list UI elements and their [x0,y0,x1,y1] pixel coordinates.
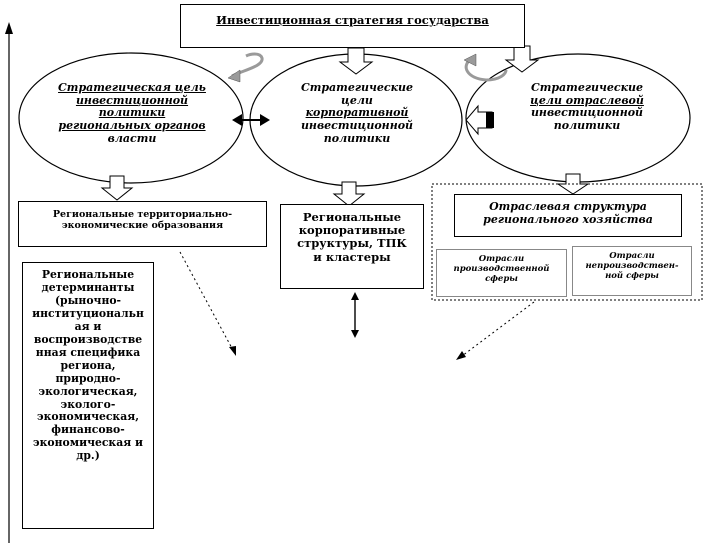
determinants-line-2: детерминанты [41,280,135,294]
vertical-arrowhead-up [351,292,359,300]
title-box [180,4,525,48]
territorial-dotted-arrowhead [229,346,236,356]
production-sphere-box [436,249,567,297]
feedback-arrowhead [5,22,13,34]
sectoral-goal-line-4: политики [553,118,621,132]
production-line-1: Отрасли [478,254,525,264]
sectoral-structure-line-1: Отраслевая структура [489,200,647,213]
corporate-goal-line-4: инвестиционной [300,118,414,132]
corporate-goal-line-3: корпоративной [305,106,409,120]
corporate-structures-line-3: структуры, ТПК [297,236,407,251]
production-line-2: производственной [453,263,550,274]
corporate-structures-line-4: и кластеры [313,249,391,264]
determinants-line-1: Региональные [41,268,135,281]
determinants-line-6: воспроизводстве [33,332,143,346]
title-text: Инвестиционная стратегия государства [216,13,489,27]
sectoral-structure-text [459,201,677,226]
determinants-line-3: (рыночно- [54,293,122,307]
vertical-arrowhead-down [351,330,359,338]
regional-goal-line-3: политики [98,106,166,120]
corporate-goal-line-2: цели [341,93,373,107]
territorial-text [23,210,262,232]
sectoral-goal-text [508,82,666,133]
sectoral-arrow-shadow [486,112,494,128]
nonproduction-line-1: Отрасли [609,251,655,261]
sectoral-goal-line-2: цели отраслевой [530,93,644,107]
determinants-text [25,269,151,463]
sectoral-dotted-arrow [462,302,534,356]
corporate-goal-line-1: Стратегические [300,81,414,94]
corporate-goal-text [286,82,428,145]
territorial-line-1: Региональные территориально- [52,209,233,220]
nonproduction-sphere-text [575,252,689,281]
corporate-goal-line-5: политики [323,131,391,145]
corporate-structures-text [285,211,419,264]
nonproduction-line-2: непроизводствен- [585,260,679,271]
sectoral-structure-box [454,194,682,237]
determinants-line-14: экономическая и [33,436,143,450]
regional-goal-text [50,82,214,145]
sectoral-goal-line-1: Стратегические [530,81,644,94]
corporate-structures-line-1: Региональные [302,210,402,224]
sectoral-structure-line-2: регионального хозяйства [483,212,653,226]
regional-goal-line-2: инвестиционной [75,93,189,107]
determinants-line-10: экологическая, [38,384,138,398]
territorial-box [18,201,267,247]
territorial-line-2: экономические образования [61,219,224,231]
sectoral-goal-line-3: инвестиционной [530,106,644,120]
regional-goal-line-1: Стратегическая цель [58,81,206,94]
determinants-line-12: экономическая, [37,410,139,424]
curved-arrowhead-left [228,70,240,82]
determinants-line-13: финансово- [51,423,125,437]
production-sphere-text [439,255,564,284]
nonproduction-line-3: ной сферы [605,270,659,281]
nonproduction-sphere-box [572,246,692,296]
determinants-line-9: природно- [55,371,121,385]
determinants-line-7: нная специфика [35,345,141,359]
sectoral-dotted-arrowhead [456,351,466,360]
determinants-line-5: ая и [74,319,102,333]
determinants-line-4: институциональн [32,306,144,320]
corporate-structures-box [280,204,424,289]
determinants-line-11: эколого- [60,397,116,411]
regional-goal-line-5: власти [107,131,157,145]
determinants-box [22,262,154,529]
corporate-structures-line-2: корпоративные [298,223,406,238]
determinants-line-15: др.) [76,449,100,463]
determinants-line-8: региона, [60,358,116,372]
production-line-3: сферы [485,273,518,284]
regional-goal-line-4: региональных органов [58,118,206,132]
territorial-dotted-arrow [180,252,234,352]
